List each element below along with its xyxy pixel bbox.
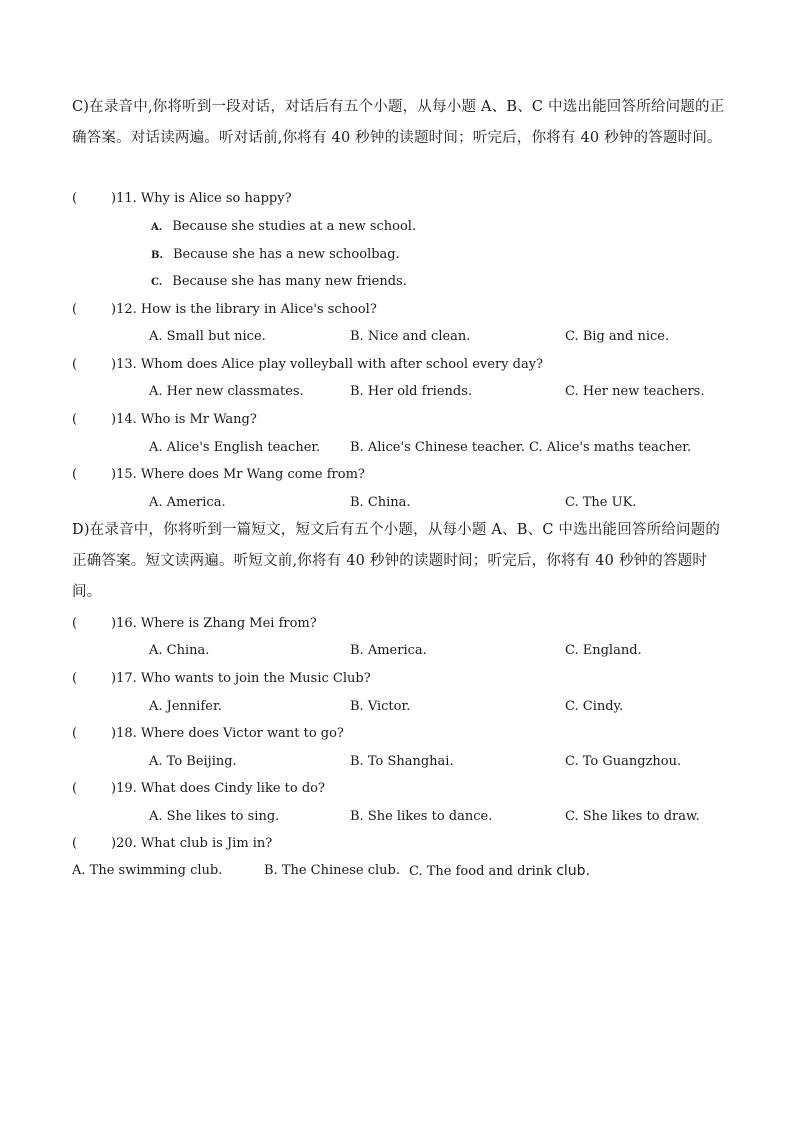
question-15-option-c: C. The UK. (565, 495, 637, 510)
option-text-tail: club. (556, 863, 590, 879)
answer-blank: ( (72, 671, 78, 686)
question-11 (72, 191, 77, 206)
question-20 (72, 836, 77, 851)
question-15-option-b: B. China. (350, 495, 411, 510)
question-13 (72, 357, 77, 372)
question-19-option-a: A. She likes to sing. (149, 809, 280, 824)
question-20-text: )20. What club is Jim in? (111, 836, 273, 851)
question-17-option-a: A. Jennifer. (149, 699, 222, 714)
question-12-text: )12. How is the library in Alice's school? (111, 302, 377, 317)
question-16-option-c: C. England. (565, 643, 642, 658)
option-text: C. The food and drink (409, 864, 553, 879)
question-16-option-b: B. America. (350, 643, 427, 658)
question-18-option-b: B. To Shanghai. (350, 754, 454, 769)
question-18-text: )18. Where does Victor want to go? (111, 726, 344, 741)
answer-blank: ( (72, 781, 78, 796)
question-15-option-a: A. America. (149, 495, 226, 510)
question-19-option-b: B. She likes to dance. (350, 809, 493, 824)
question-20-option-c (409, 863, 590, 879)
question-14 (72, 412, 77, 427)
section-d-instructions: D)在录音中，你将听到一篇短文，短文后有五个小题，从每小题 A、B、C 中选出能回答所给问题的正确答案。短文读两遍。听短文前,你将有 40 秒钟的读题时间；听完后，你将有 40 秒钟的答题时间。 (72, 522, 721, 600)
question-12 (72, 302, 77, 317)
question-15-text: )15. Where does Mr Wang come from? (111, 467, 365, 482)
question-17-option-b: B. Victor. (350, 699, 411, 714)
answer-blank: ( (72, 302, 78, 317)
question-14-option-a: A. Alice's English teacher. (149, 440, 321, 455)
question-17 (72, 671, 77, 686)
question-13-text: )13. Whom does Alice play volleyball with after school every day? (111, 357, 544, 372)
answer-blank: ( (72, 191, 78, 206)
option-text: Because she has many new friends. (172, 274, 407, 289)
question-13-option-b: B. Her old friends. (350, 384, 473, 399)
question-15 (72, 467, 77, 482)
question-18 (72, 726, 77, 741)
option-text: Because she studies at a new school. (172, 219, 417, 234)
question-12-option-a: A. Small but nice. (149, 329, 266, 344)
question-16 (72, 616, 77, 631)
question-19-option-c: C. She likes to draw. (565, 809, 700, 824)
question-20-option-a: A. The swimming club. (72, 863, 223, 878)
question-12-option-b: B. Nice and clean. (350, 329, 471, 344)
question-20-option-b: B. The Chinese club. (264, 863, 400, 878)
question-16-text: )16. Where is Zhang Mei from? (111, 616, 317, 631)
question-11-option-b (151, 247, 400, 262)
answer-blank: ( (72, 357, 78, 372)
question-18-option-c: C. To Guangzhou. (565, 754, 682, 769)
question-19 (72, 781, 77, 796)
answer-blank: ( (72, 412, 78, 427)
option-label: B. (151, 250, 163, 261)
question-17-text: )17. Who wants to join the Music Club? (111, 671, 371, 686)
question-11-option-c (151, 274, 407, 289)
question-13-option-c: C. Her new teachers. (565, 384, 705, 399)
option-label: A. (151, 222, 163, 233)
question-18-option-a: A. To Beijing. (149, 754, 237, 769)
question-17-option-c: C. Cindy. (565, 699, 624, 714)
answer-blank: ( (72, 616, 78, 631)
question-11-text: )11. Why is Alice so happy? (111, 191, 292, 206)
answer-blank: ( (72, 836, 78, 851)
answer-blank: ( (72, 467, 78, 482)
option-label: C. (151, 277, 163, 288)
question-16-option-a: A. China. (149, 643, 210, 658)
question-19-text: )19. What does Cindy like to do? (111, 781, 325, 796)
question-14-option-bc: B. Alice's Chinese teacher. C. Alice's maths teacher. (350, 440, 692, 455)
question-13-option-a: A. Her new classmates. (149, 384, 304, 399)
question-14-text: )14. Who is Mr Wang? (111, 412, 257, 427)
question-12-option-c: C. Big and nice. (565, 329, 670, 344)
answer-blank: ( (72, 726, 78, 741)
question-11-option-a (151, 219, 416, 234)
option-text: Because she has a new schoolbag. (172, 247, 400, 262)
section-c-instructions: C)在录音中,你将听到一段对话，对话后有五个小题，从每小题 A、B、C 中选出能回答所给问题的正确答案。对话读两遍。听对话前,你将有 40 秒钟的读题时间；听完后，你将有 40 秒钟的答题时间。 (72, 99, 725, 146)
